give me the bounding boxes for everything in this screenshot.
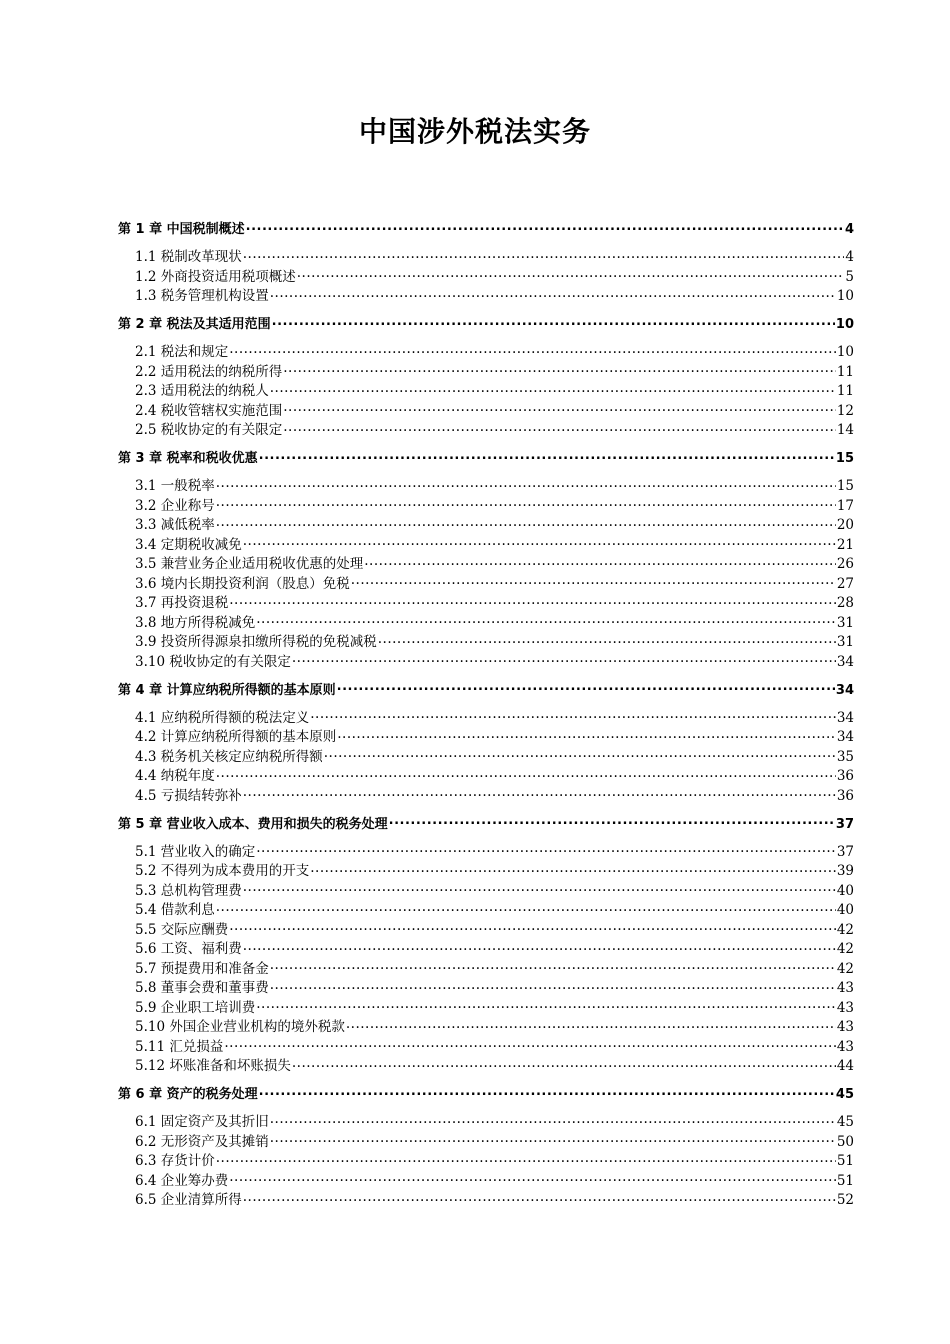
- toc-section-entry[interactable]: [118, 1152, 854, 1172]
- toc-chapter-entry[interactable]: [118, 315, 854, 335]
- dot-leader: [229, 920, 836, 934]
- toc-section-entry[interactable]: [118, 362, 854, 382]
- toc-entry-label: 5.5 交际应酬费: [135, 921, 229, 938]
- toc-entry-label: 3.3 减低税率: [135, 517, 215, 533]
- toc-section-entry[interactable]: [118, 421, 854, 441]
- dot-leader: [283, 421, 836, 435]
- toc-page-number: 40: [836, 882, 854, 899]
- dot-leader: [216, 1152, 836, 1166]
- dot-leader: [243, 535, 836, 549]
- toc-section-entry[interactable]: [118, 496, 854, 516]
- toc-page-number: 44: [836, 1058, 854, 1074]
- toc-page-number: 43: [836, 999, 854, 1016]
- toc-section-entry[interactable]: [118, 401, 854, 421]
- toc-entry-label: 1.2 外商投资适用税项概述: [135, 268, 296, 285]
- toc-entry-label: 5.9 企业职工培训费: [135, 999, 256, 1016]
- toc-entry-label: 第 3 章 税率和税收优惠: [118, 451, 258, 466]
- toc-entry-label: 4.2 计算应纳税所得额的基本原则: [135, 729, 337, 745]
- toc-section-entry[interactable]: [118, 555, 854, 575]
- toc-entry-label: 第 4 章 计算应纳税所得额的基本原则: [118, 682, 336, 698]
- toc-page-number: 51: [836, 1153, 854, 1169]
- toc-section-entry[interactable]: [118, 267, 854, 287]
- toc-entry-label: 2.4 税收管辖权实施范围: [135, 402, 283, 419]
- toc-entry-label: 6.4 企业筹办费: [135, 1172, 229, 1189]
- toc-entry-label: 5.11 汇兑损益: [135, 1038, 224, 1055]
- toc-page-number: 15: [835, 451, 854, 466]
- toc-page-number: 45: [835, 1087, 854, 1102]
- toc-entry-label: 第 1 章 中国税制概述: [118, 222, 245, 237]
- toc-entry-label: 4.3 税务机关核定应纳税所得额: [135, 748, 323, 765]
- toc-entry-label: 6.3 存货计价: [135, 1153, 215, 1169]
- toc-page-number: 35: [836, 748, 854, 765]
- toc-section-entry[interactable]: [118, 287, 854, 307]
- dot-leader: [378, 633, 836, 647]
- dot-leader: [272, 315, 835, 328]
- toc-entry-label: 1.1 税制改革现状: [135, 249, 242, 265]
- toc-section-entry[interactable]: [118, 747, 854, 767]
- toc-section-entry[interactable]: [118, 1132, 854, 1152]
- dot-leader: [216, 767, 836, 781]
- dot-leader: [364, 555, 836, 569]
- toc-section-entry[interactable]: [118, 1057, 854, 1077]
- toc-page-number: 43: [836, 1038, 854, 1055]
- toc-page-number: 34: [835, 682, 854, 698]
- toc-entry-label: 第 6 章 资产的税务处理: [118, 1087, 258, 1102]
- toc-chapter-entry[interactable]: [118, 681, 854, 701]
- toc-section-entry[interactable]: [118, 652, 854, 672]
- toc-page-number: 21: [836, 536, 854, 553]
- toc-page-number: 51: [836, 1172, 854, 1189]
- toc-section-entry[interactable]: [118, 979, 854, 999]
- toc-page-number: 43: [836, 1019, 854, 1035]
- dot-leader: [346, 1018, 836, 1032]
- dot-leader: [256, 998, 836, 1012]
- dot-leader: [229, 594, 836, 608]
- dot-leader: [297, 267, 845, 281]
- toc-page-number: 50: [836, 1133, 854, 1150]
- dot-leader: [270, 382, 836, 396]
- toc-entry-label: 3.5 兼营业务企业适用税收优惠的处理: [135, 556, 364, 572]
- toc-page-number: 15: [836, 478, 854, 494]
- dot-leader: [292, 1057, 836, 1071]
- dot-leader: [256, 613, 836, 627]
- toc-entry-label: 4.4 纳税年度: [135, 768, 215, 784]
- toc-section-entry[interactable]: [118, 786, 854, 806]
- toc-entry-label: 3.6 境内长期投资利润（股息）免税: [135, 575, 350, 592]
- dot-leader: [243, 1191, 836, 1205]
- toc-page-number: 36: [836, 787, 854, 804]
- table-of-contents: [118, 220, 854, 1210]
- toc-entry-label: 3.10 税收协定的有关限定: [135, 653, 291, 670]
- toc-entry-label: 6.1 固定资产及其折旧: [135, 1114, 269, 1130]
- toc-section-entry[interactable]: [118, 1018, 854, 1038]
- toc-section-entry[interactable]: [118, 862, 854, 882]
- toc-page-number: 11: [836, 363, 854, 380]
- toc-page-number: 11: [836, 383, 854, 399]
- dot-leader: [270, 1113, 836, 1127]
- toc-entry-label: 第 2 章 税法及其适用范围: [118, 317, 271, 332]
- dot-leader: [270, 287, 836, 301]
- dot-leader: [216, 477, 836, 491]
- toc-entry-label: 5.4 借款利息: [135, 902, 215, 918]
- dot-leader: [337, 728, 836, 742]
- dot-leader: [246, 220, 844, 233]
- toc-page-number: 45: [836, 1114, 854, 1130]
- toc-section-entry[interactable]: [118, 842, 854, 862]
- toc-section-entry[interactable]: [118, 1171, 854, 1191]
- toc-chapter-entry[interactable]: [118, 815, 854, 835]
- toc-entry-label: 2.2 适用税法的纳税所得: [135, 363, 283, 380]
- toc-page-number: 14: [836, 422, 854, 438]
- toc-section-entry[interactable]: [118, 477, 854, 497]
- dot-leader: [259, 449, 835, 462]
- dot-leader: [259, 1085, 835, 1098]
- dot-leader: [243, 786, 836, 800]
- dot-leader: [216, 496, 836, 510]
- toc-entry-label: 3.7 再投资退税: [135, 595, 229, 611]
- toc-entry-label: 5.7 预提费用和准备金: [135, 960, 269, 977]
- dot-leader: [256, 842, 836, 856]
- dot-leader: [216, 901, 836, 915]
- toc-page-number: 26: [836, 556, 854, 572]
- toc-entry-label: 3.8 地方所得税减免: [135, 614, 256, 631]
- toc-section-entry[interactable]: [118, 516, 854, 536]
- toc-entry-label: 5.1 营业收入的确定: [135, 843, 256, 860]
- toc-chapter-entry[interactable]: [118, 1085, 854, 1105]
- toc-page-number: 31: [836, 614, 854, 631]
- toc-page-number: 17: [836, 497, 854, 514]
- dot-leader: [337, 681, 835, 694]
- dot-leader: [270, 1132, 836, 1146]
- toc-page-number: 4: [845, 249, 854, 265]
- toc-page-number: 37: [836, 843, 854, 860]
- toc-page-number: 10: [836, 344, 854, 360]
- toc-entry-label: 1.3 税务管理机构设置: [135, 288, 269, 304]
- toc-entry-label: 3.2 企业称号: [135, 497, 215, 514]
- toc-entry-label: 2.3 适用税法的纳税人: [135, 383, 269, 399]
- toc-page-number: 43: [836, 980, 854, 996]
- dot-leader: [229, 1171, 836, 1185]
- toc-section-entry[interactable]: [118, 881, 854, 901]
- toc-page-number: 42: [836, 960, 854, 977]
- toc-section-entry[interactable]: [118, 1113, 854, 1133]
- toc-entry-label: 3.4 定期税收减免: [135, 536, 242, 553]
- dot-leader: [310, 862, 836, 876]
- dot-leader: [243, 248, 845, 262]
- toc-section-entry[interactable]: [118, 248, 854, 268]
- toc-page-number: 42: [836, 921, 854, 938]
- toc-page-number: 20: [836, 517, 854, 533]
- toc-page-number: 40: [836, 902, 854, 918]
- dot-leader: [283, 401, 836, 415]
- toc-entry-label: 3.1 一般税率: [135, 478, 215, 494]
- toc-page-number: 10: [835, 317, 854, 332]
- toc-section-entry[interactable]: [118, 535, 854, 555]
- dot-leader: [270, 979, 836, 993]
- document-title: 中国涉外税法实务: [358, 115, 591, 148]
- toc-entry-label: 5.8 董事会费和董事费: [135, 980, 269, 996]
- dot-leader: [216, 516, 836, 530]
- toc-entry-label: 5.10 外国企业营业机构的境外税款: [135, 1019, 345, 1035]
- toc-section-entry[interactable]: [118, 940, 854, 960]
- dot-leader: [270, 959, 836, 973]
- toc-page-number: 34: [836, 729, 854, 745]
- toc-page-number: 10: [836, 288, 854, 304]
- toc-chapter-entry[interactable]: [118, 449, 854, 469]
- toc-page-number: 42: [836, 941, 854, 957]
- toc-section-entry[interactable]: [118, 343, 854, 363]
- toc-section-entry[interactable]: [118, 901, 854, 921]
- toc-entry-label: 第 5 章 营业收入成本、费用和损失的税务处理: [118, 816, 388, 832]
- dot-leader: [224, 1037, 835, 1051]
- toc-entry-label: 6.5 企业清算所得: [135, 1192, 242, 1208]
- toc-entry-label: 5.3 总机构管理费: [135, 882, 242, 899]
- toc-page-number: 39: [836, 863, 854, 879]
- toc-section-entry[interactable]: [118, 998, 854, 1018]
- dot-leader: [229, 343, 836, 357]
- toc-entry-label: 6.2 无形资产及其摊销: [135, 1133, 269, 1150]
- toc-section-entry[interactable]: [118, 633, 854, 653]
- toc-section-entry[interactable]: [118, 574, 854, 594]
- toc-page-number: 28: [836, 595, 854, 611]
- toc-entry-label: 5.12 坏账准备和坏账损失: [135, 1058, 291, 1074]
- toc-entry-label: 2.5 税收协定的有关限定: [135, 422, 283, 438]
- toc-entry-label: 5.2 不得列为成本费用的开支: [135, 863, 310, 879]
- toc-section-entry[interactable]: [118, 594, 854, 614]
- dot-leader: [243, 881, 836, 895]
- toc-page-number: 34: [836, 653, 854, 670]
- toc-section-entry[interactable]: [118, 613, 854, 633]
- toc-section-entry[interactable]: [118, 708, 854, 728]
- toc-page-number: 31: [836, 634, 854, 650]
- dot-leader: [324, 747, 836, 761]
- toc-entry-label: 4.1 应纳税所得额的税法定义: [135, 709, 310, 726]
- toc-page-number: 27: [836, 575, 854, 592]
- toc-page-number: 4: [844, 222, 854, 237]
- toc-entry-label: 4.5 亏损结转弥补: [135, 787, 242, 804]
- toc-entry-label: 3.9 投资所得源泉扣缴所得税的免税减税: [135, 634, 377, 650]
- toc-page-number: 37: [835, 816, 854, 832]
- toc-section-entry[interactable]: [118, 1191, 854, 1211]
- dot-leader: [310, 708, 836, 722]
- toc-page-number: 12: [836, 402, 854, 419]
- toc-page-number: 36: [836, 768, 854, 784]
- dot-leader: [389, 815, 835, 828]
- toc-section-entry[interactable]: [118, 959, 854, 979]
- toc-section-entry[interactable]: [118, 1037, 854, 1057]
- toc-page-number: 5: [845, 268, 854, 285]
- dot-leader: [292, 652, 836, 666]
- toc-entry-label: 2.1 税法和规定: [135, 344, 229, 360]
- toc-page-number: 34: [836, 709, 854, 726]
- toc-section-entry[interactable]: [118, 382, 854, 402]
- toc-section-entry[interactable]: [118, 767, 854, 787]
- toc-page-number: 52: [836, 1192, 854, 1208]
- toc-section-entry[interactable]: [118, 728, 854, 748]
- dot-leader: [283, 362, 836, 376]
- dot-leader: [351, 574, 836, 588]
- toc-chapter-entry[interactable]: [118, 220, 854, 240]
- toc-entry-label: 5.6 工资、福利费: [135, 941, 242, 957]
- dot-leader: [243, 940, 836, 954]
- toc-section-entry[interactable]: [118, 920, 854, 940]
